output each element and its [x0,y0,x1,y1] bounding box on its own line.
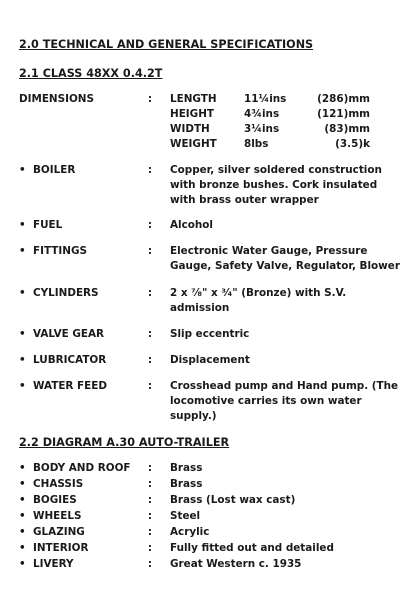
trailer-label-body-roof: • BODY AND ROOF [33,462,131,474]
dim-weight-mm: (3.5)k [335,138,370,150]
spec-value-line: Displacement [170,354,250,366]
trailer-label-wheels: • WHEELS [33,510,81,522]
trailer-value: Brass [170,462,203,474]
spec-label-lubricator: • LUBRICATOR [33,354,106,366]
spec-value-line: locomotive carries its own water [170,395,362,407]
spec-label-water-feed: • WATER FEED [33,380,107,392]
trailer-colon: : [147,510,153,522]
spec-value-line: with brass outer wrapper [170,194,319,206]
trailer-label-chassis: • CHASSIS [33,478,83,490]
section-title-main: 2.0 TECHNICAL AND GENERAL SPECIFICATIONS [19,38,314,51]
spec-value-line: Crosshead pump and Hand pump. (The [170,380,399,392]
spec-colon: : [147,354,153,366]
trailer-label-interior: • INTERIOR [33,542,88,554]
dimensions-label: DIMENSIONS [19,93,94,105]
spec-value-line: supply.) [170,410,217,422]
dim-length-mm: (286)mm [317,93,370,105]
spec-label-valve-gear: • VALVE GEAR [33,328,104,340]
spec-colon: : [147,328,153,340]
dim-weight-name: WEIGHT [170,138,217,150]
trailer-colon: : [147,542,153,554]
spec-label-cylinders: • CYLINDERS [33,287,99,299]
spec-colon: : [147,380,153,392]
dim-weight-inches: 8lbs [244,138,269,150]
trailer-value: Brass [170,478,203,490]
spec-value-line: Copper, silver soldered construction [170,164,382,176]
trailer-value: Acrylic [170,526,210,538]
spec-value-line: admission [170,302,230,314]
spec-value-line: 2 x ⁷⁄₈" x ³⁄₄" (Bronze) with S.V. [170,287,347,299]
dim-height-inches: 4¾ins [244,108,280,120]
trailer-colon: : [147,558,153,570]
spec-value-line: with bronze bushes. Cork insulated [170,179,378,191]
dim-width-mm: (83)mm [324,123,370,135]
dim-length-name: LENGTH [170,93,217,105]
spec-colon: : [147,245,153,257]
trailer-label-glazing: • GLAZING [33,526,85,538]
trailer-value: Brass (Lost wax cast) [170,494,296,506]
spec-value-line: Gauge, Safety Valve, Regulator, Blower [170,260,400,272]
spec-value-line: Electronic Water Gauge, Pressure [170,245,368,257]
section-title-class-48xx: 2.1 CLASS 48XX 0.4.2T [19,67,163,80]
trailer-colon: : [147,494,153,506]
spec-colon: : [147,164,153,176]
trailer-value: Fully fitted out and detailed [170,542,334,554]
spec-colon: : [147,219,153,231]
spec-value-line: Slip eccentric [170,328,250,340]
trailer-value: Steel [170,510,201,522]
trailer-value: Great Western c. 1935 [170,558,302,570]
spec-label-boiler: • BOILER [33,164,75,176]
dim-length-inches: 11¼ins [244,93,287,105]
spec-colon: : [147,287,153,299]
trailer-colon: : [147,526,153,538]
dim-width-inches: 3¼ins [244,123,280,135]
spec-label-fuel: • FUEL [33,219,62,231]
spec-value-line: Alcohol [170,219,213,231]
dim-height-mm: (121)mm [317,108,370,120]
trailer-label-bogies: • BOGIES [33,494,77,506]
dim-height-name: HEIGHT [170,108,214,120]
trailer-colon: : [147,462,153,474]
section-title-auto-trailer: 2.2 DIAGRAM A.30 AUTO-TRAILER [19,436,230,449]
dim-width-name: WIDTH [170,123,210,135]
dimensions-colon: : [147,93,153,105]
trailer-label-livery: • LIVERY [33,558,74,570]
spec-label-fittings: • FITTINGS [33,245,87,257]
trailer-colon: : [147,478,153,490]
